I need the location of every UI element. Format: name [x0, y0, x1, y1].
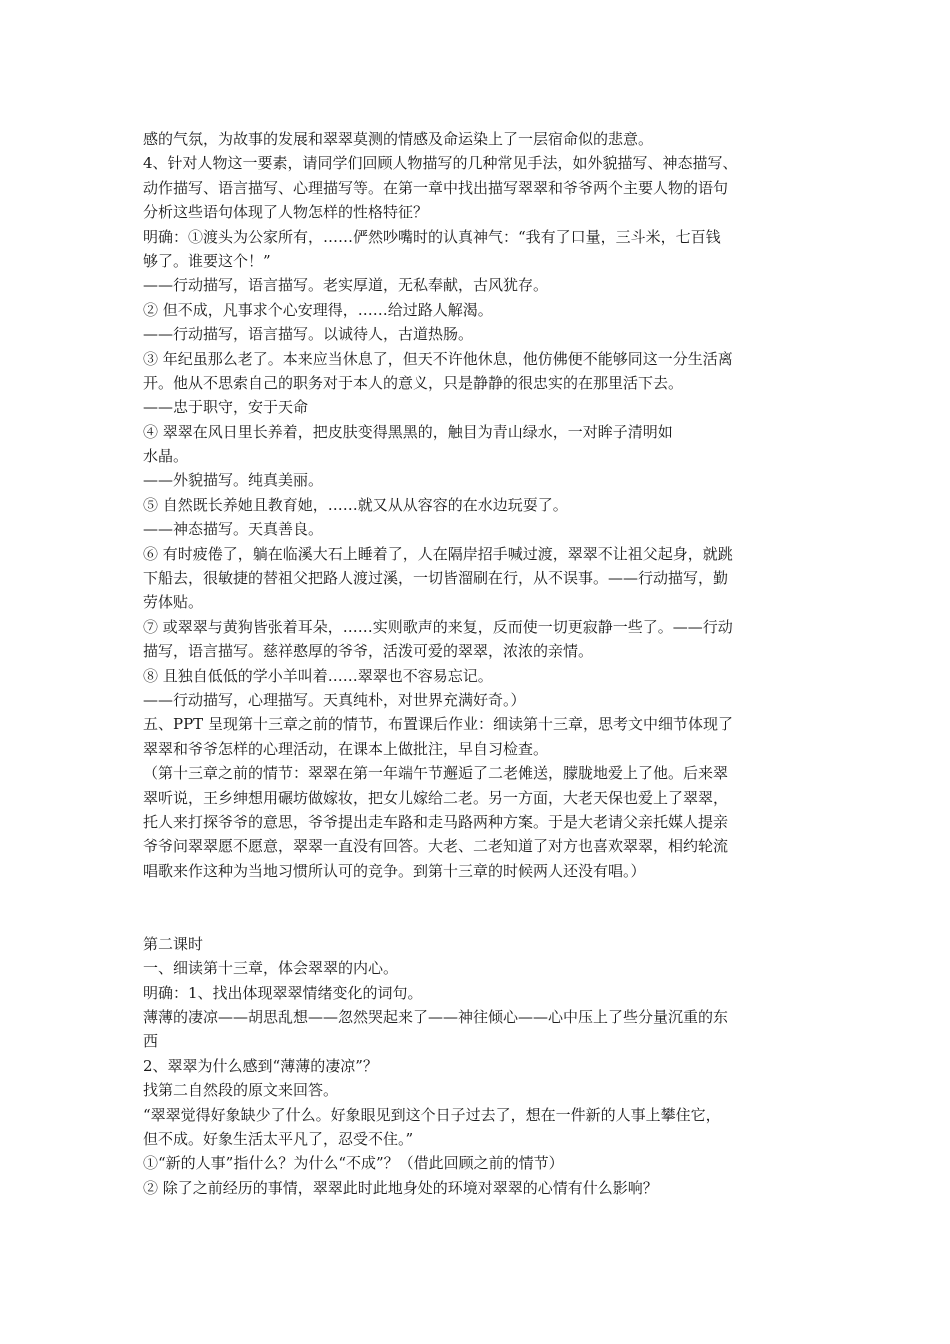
text-line: ② 除了之前经历的事情，翠翠此时此地身处的环境对翠翠的心情有什么影响？ [143, 1178, 658, 1197]
document-body [143, 127, 813, 1200]
text-line: 4、针对人物这一要素，请同学们回顾人物描写的几种常见手法，如外貌描写、神态描写、 [143, 154, 738, 173]
text-line: ⑤ 自然既长养她且教育她，……就又从从容容的在水边玩耍了。 [143, 495, 568, 514]
text-line: 2、翠翠为什么感到“薄薄的凄凉”？ [143, 1056, 378, 1075]
text-line: 劳体贴。 [143, 593, 204, 612]
text-line: 开。他从不思索自己的职务对于本人的意义，只是静静的很忠实的在那里活下去。 [143, 373, 684, 392]
text-line: 但不成。好象生活太平凡了，忍受不住。” [143, 1130, 414, 1149]
text-line: 水晶。 [143, 447, 189, 466]
section-heading: 第二课时 [143, 934, 204, 953]
text-line: 翠翠和爷爷怎样的心理活动，在课本上做批注，早自习检查。 [143, 739, 549, 758]
text-line: 明确：1、找出体现翠翠情绪变化的词句。 [143, 983, 423, 1002]
text-line: ② 但不成，凡事求个心安理得，……给过路人解渴。 [143, 300, 493, 319]
text-line: 一、细读第十三章，体会翠翠的内心。 [143, 959, 399, 978]
text-line: ——外貌描写。纯真美丽。 [143, 471, 324, 490]
text-line: ——忠于职守，安于天命 [143, 398, 309, 417]
text-line: ——行动描写，语言描写。老实厚道，无私奉献，古风犹存。 [143, 276, 549, 295]
text-line: 动作描写、语言描写、心理描写等。在第一章中找出描写翠翠和爷爷两个主要人物的语句 [143, 178, 729, 197]
text-line: ⑥ 有时疲倦了，躺在临溪大石上睡着了，人在隔岸招手喊过渡，翠翠不让祖父起身，就跳 [143, 544, 733, 563]
text-line: ④ 翠翠在风日里长养着，把皮肤变得黑黑的，触目为青山绿水，一对眸子清明如 [143, 422, 673, 441]
text-line: 西 [143, 1032, 159, 1051]
text-line: ①“新的人事”指什么？为什么“不成”？（借此回顾之前的情节） [143, 1154, 564, 1173]
text-line: 明确：①渡头为公家所有，……俨然吵嘴时的认真神气：“我有了口量，三斗米，七百钱 [143, 227, 721, 246]
text-line: ⑧ 且独自低低的学小羊叫着……翠翠也不容易忘记。 [143, 666, 493, 685]
text-line: 五、PPT 呈现第十三章之前的情节，布置课后作业：细读第十三章，思考文中细节体现了 [143, 715, 733, 734]
text-line: 分析这些语句体现了人物怎样的性格特征？ [143, 203, 429, 222]
text-line: ⑦ 或翠翠与黄狗皆张着耳朵，……实则歌声的来复，反而使一切更寂静一些了。——行动 [143, 617, 733, 636]
section-spacer [143, 883, 813, 932]
text-line: 薄薄的凄凉——胡思乱想——忽然哭起来了——神往倾心——心中压上了些分量沉重的东 [143, 1008, 729, 1027]
text-line: ——行动描写，心理描写。天真纯朴，对世界充满好奇。） [143, 690, 526, 709]
text-line: 翠听说，王乡绅想用碾坊做嫁妆，把女儿嫁给二老。另一方面，大老天保也爱上了翠翠， [143, 788, 729, 807]
text-line: 下船去，很敏捷的替祖父把路人渡过溪，一切皆溜刷在行，从不误事。——行动描写，勤 [143, 569, 729, 588]
text-line: 找第二自然段的原文来回答。 [143, 1081, 339, 1100]
text-line: 托人来打探爷爷的意思，爷爷提出走车路和走马路两种方案。于是大老请父亲托媒人提亲 [143, 812, 729, 831]
text-line: 爷爷问翠翠愿不愿意，翠翠一直没有回答。大老、二老知道了对方也喜欢翠翠，相约轮流 [143, 837, 729, 856]
text-line: 感的气氛，为故事的发展和翠翠莫测的情感及命运染上了一层宿命似的悲意。 [143, 130, 654, 148]
text-line: 唱歌来作这种为当地习惯所认可的竞争。到第十三章的时候两人还没有唱。） [143, 861, 646, 880]
text-line: ——神态描写。天真善良。 [143, 520, 324, 539]
text-line: ——行动描写，语言描写。以诚待人，古道热肠。 [143, 325, 474, 344]
text-line: 够了。谁要这个！” [143, 251, 271, 270]
text-line: ③ 年纪虽那么老了。本来应当休息了，但天不许他休息，他仿佛便不能够同这一分生活离 [143, 349, 733, 368]
text-line: （第十三章之前的情节：翠翠在第一年端午节邂逅了二老傩送，朦胧地爱上了他。后来翠 [143, 764, 729, 783]
text-line: 描写，语言描写。慈祥憨厚的爷爷，活泼可爱的翠翠，浓浓的亲情。 [143, 642, 594, 661]
text-line: “翠翠觉得好象缺少了什么。好象眼见到这个日子过去了，想在一件新的人事上攀住它， [143, 1105, 721, 1124]
